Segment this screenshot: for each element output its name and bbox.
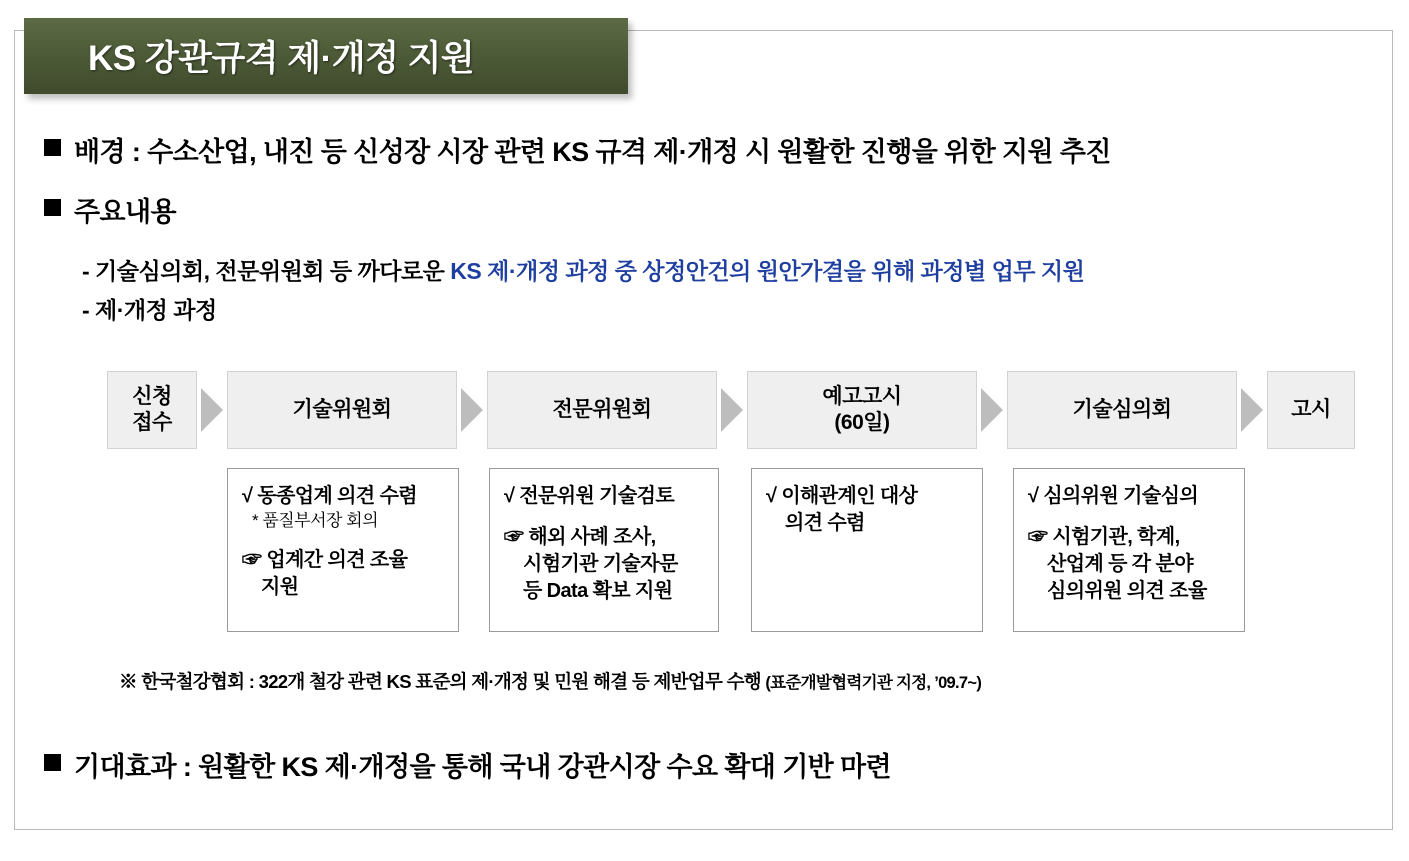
- detail-4-point: ☞ 시험기관, 학계,: [1028, 526, 1180, 548]
- footnote-main: ※ 한국철강협회 : 322개 철강 관련 KS 표준의 제·개정 및 민원 해결 등 제반업무 수행: [119, 671, 766, 692]
- square-bullet-icon: [44, 754, 61, 771]
- triangle-right-icon: [1237, 371, 1267, 449]
- flow-step-notification: [1267, 371, 1355, 449]
- detail-box-row: [227, 468, 1245, 632]
- slide-title-banner: [24, 18, 628, 94]
- dash-1-prefix: - 기술심의회, 전문위원회 등 까다로운: [82, 258, 451, 284]
- triangle-right-icon: [197, 371, 227, 449]
- square-bullet-icon: [44, 139, 61, 156]
- flow-step-expert-committee-line1: 전문위원회: [552, 397, 652, 421]
- detail-box-expert-committee: [489, 468, 719, 632]
- page-title: KS 강관규격 제·개정 지원: [88, 39, 475, 78]
- detail-2-point: ☞ 해외 사례 조사,: [504, 526, 656, 548]
- flow-step-public-notice-line1: 예고고시: [822, 384, 902, 408]
- detail-2-point-cont: 시험기관 기술자문: [523, 553, 678, 575]
- flow-step-deliberation-committee-line1: 기술심의회: [1072, 397, 1172, 421]
- triangle-right-icon: [977, 371, 1007, 449]
- detail-4-point-cont: 산업계 등 각 분야: [1047, 553, 1193, 575]
- flow-step-expert-committee: [487, 371, 717, 449]
- footnote: [119, 668, 981, 694]
- process-flow: [107, 371, 1355, 451]
- triangle-right-icon: [457, 371, 487, 449]
- detail-2-check: √ 전문위원 기술검토: [504, 485, 675, 507]
- expected-effect-text: 기대효과 : 원활한 KS 제·개정을 통해 국내 강관시장 수요 확대 기반 마련: [74, 752, 892, 782]
- detail-1-point-cont: 지원: [261, 575, 299, 598]
- spacer: [242, 533, 446, 547]
- main-content-dash-2: - 제·개정 과정: [82, 297, 217, 323]
- detail-3-check: √ 이해관계인 대상: [766, 485, 918, 507]
- detail-box-technical-committee: [227, 468, 459, 632]
- detail-3-point: 의견 수렴: [785, 512, 865, 534]
- footnote-paren: (표준개발협력기관 지정, ’09.7~): [765, 674, 982, 692]
- main-content-heading: 주요내용: [74, 197, 176, 227]
- expected-effect-section: [44, 745, 891, 784]
- main-content-dash-1: [82, 253, 1084, 286]
- detail-1-sub: * 품질부서장 회의: [252, 511, 379, 530]
- detail-2-point-cont2: 등 Data 확보 지원: [523, 580, 673, 602]
- flow-step-notification-line1: 고시: [1291, 397, 1331, 421]
- dash-1-highlight: KS 제·개정 과정 중 상정안건의 원안가결을 위해 과정별 업무 지원: [450, 258, 1085, 284]
- background-section: [44, 130, 1111, 169]
- detail-box-public-notice: [751, 468, 983, 632]
- detail-4-point-cont2: 심의위원 의견 조율: [1047, 580, 1207, 602]
- flow-step-deliberation-committee: [1007, 371, 1237, 449]
- flow-step-technical-committee-line1: 기술위원회: [292, 397, 392, 421]
- main-content-section: [44, 190, 176, 229]
- flow-step-public-notice-line2: (60일): [834, 411, 890, 434]
- spacer: [1028, 510, 1232, 524]
- detail-1-check: √ 동종업계 의견 수렴: [242, 485, 418, 507]
- detail-1-point: ☞ 업계간 의견 조율: [242, 548, 408, 571]
- flow-step-technical-committee: [227, 371, 457, 449]
- square-bullet-icon: [44, 199, 61, 216]
- flow-step-application-line1: 신청: [132, 384, 172, 408]
- detail-box-deliberation-committee: [1013, 468, 1245, 632]
- flow-step-application: [107, 371, 197, 449]
- spacer: [504, 510, 706, 524]
- background-text: 배경 : 수소산업, 내진 등 신성장 시장 관련 KS 규격 제·개정 시 원활한 진행을 위한 지원 추진: [74, 137, 1111, 167]
- triangle-right-icon: [717, 371, 747, 449]
- flow-step-application-line2: 접수: [132, 411, 172, 434]
- flow-step-public-notice: [747, 371, 977, 449]
- detail-4-check: √ 심의위원 기술심의: [1028, 485, 1199, 507]
